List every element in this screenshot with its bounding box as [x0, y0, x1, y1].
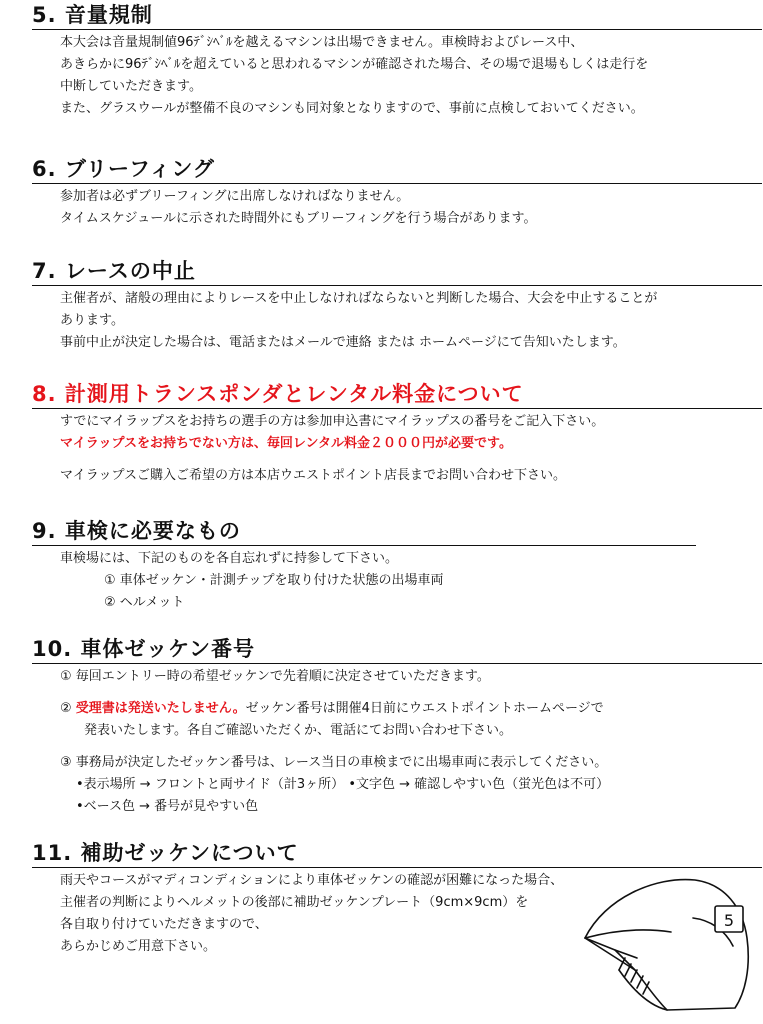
s10-sub-1: •表示場所 → フロントと両サイド（計3ヶ所） •文字色 → 確認しやすい色（蛍光色は不可） — [76, 777, 610, 792]
number-plate — [715, 906, 743, 932]
section-7-rule — [32, 285, 762, 286]
s10-item-3: ③ 事務局が決定したゼッケン番号は、レース当日の車検までに出場車両に表示してください。 — [60, 755, 608, 770]
s10-item-2-line-2: 発表いたします。各自ご確認いただくか、電話にてお問い合わせ下さい。 — [84, 723, 512, 738]
s8-line-3: マイラップスご購入ご希望の方は本店ウエストポイント店長までお問い合わせ下さい。 — [60, 468, 566, 483]
section-10-rule — [32, 663, 762, 664]
s8-line-1: すでにマイラップスをお持ちの選手の方は参加申込書にマイラップスの番号をご記入下さい。 — [60, 414, 605, 429]
s5-line-3: 中断していただきます。 — [60, 79, 202, 94]
section-9-title: 9. 車検に必要なもの — [32, 519, 241, 543]
section-9 — [32, 518, 444, 614]
s11-line-3: 各自取り付けていただきますので、 — [60, 917, 268, 932]
section-7-title: 7. レースの中止 — [32, 259, 196, 283]
s7-line-2: あります。 — [60, 313, 124, 328]
section-5-title: 5. 音量規制 — [32, 3, 153, 27]
s5-line-1: 本大会は音量規制値96ﾃﾞｼﾍﾞﾙを越えるマシンは出場できません。車検時およびレース中、 — [60, 35, 584, 50]
section-11 — [32, 840, 563, 958]
s11-line-2: 主催者の判断によりヘルメットの後部に補助ゼッケンプレート（9cm×9cm）を — [60, 895, 529, 910]
s8-line-2: マイラップスをお持ちでない方は、毎回レンタル料金２０００円が必要です。 — [60, 436, 512, 451]
s11-line-4: あらかじめご用意下さい。 — [60, 939, 217, 954]
s9-item-1: ① 車体ゼッケン・計測チップを取り付けた状態の出場車両 — [104, 573, 444, 588]
s10-sub-2: •ベース色 → 番号が見やすい色 — [76, 799, 259, 814]
section-6-rule — [32, 183, 762, 184]
section-5-rule — [32, 29, 762, 30]
section-8-rule — [32, 408, 762, 409]
s10-item-2 — [32, 698, 609, 720]
section-8 — [32, 381, 604, 487]
s10-item-2-num: ② — [60, 701, 76, 716]
section-10-title: 10. 車体ゼッケン番号 — [32, 637, 256, 661]
s10-item-1: ① 毎回エントリー時の希望ゼッケンで先着順に決定させていただきます。 — [60, 669, 490, 684]
section-6-title: 6. ブリーフィング — [32, 157, 215, 181]
s6-line-2: タイムスケジュールに示された時間外にもブリーフィングを行う場合があります。 — [60, 211, 537, 226]
s9-intro: 車検場には、下記のものを各自忘れずに持参して下さい。 — [60, 551, 399, 566]
s11-line-1: 雨天やコースがマディコンディションにより車体ゼッケンの確認が困難になった場合、 — [60, 873, 564, 888]
section-5 — [32, 2, 648, 120]
section-9-rule — [32, 545, 696, 546]
s6-line-1: 参加者は必ずブリーフィングに出席しなければなりません。 — [60, 189, 410, 204]
s5-line-4: また、グラスウールが整備不良のマシンも同対象となりますので、事前に点検しておいてください。 — [60, 101, 644, 116]
s7-line-1: 主催者が、諸般の理由によりレースを中止しなければならないと判断した場合、大会を中止することが — [60, 291, 658, 306]
s10-item-2-rest: ゼッケン番号は開催4日前にウエストポイントホームページで — [245, 701, 604, 716]
s9-item-2: ② ヘルメット — [104, 595, 185, 610]
s10-item-2-red: 受理書は発送いたしません。 — [75, 701, 246, 716]
section-7 — [32, 258, 657, 354]
section-6 — [32, 156, 536, 230]
helmet-number: 5 — [723, 911, 735, 930]
s7-line-3: 事前中止が決定した場合は、電話またはメールで連絡 または ホームページにて告知いたします。 — [60, 335, 626, 350]
s5-line-2: あきらかに96ﾃﾞｼﾍﾞﾙを超えていると思われるマシンが確認された場合、その場で退場もしくは走行を — [60, 57, 649, 72]
section-11-title: 11. 補助ゼッケンについて — [32, 841, 299, 865]
section-8-title: 8. 計測用トランスポンダとレンタル料金について — [32, 382, 524, 406]
section-10 — [32, 636, 609, 818]
helmet-illustration — [575, 858, 755, 1018]
